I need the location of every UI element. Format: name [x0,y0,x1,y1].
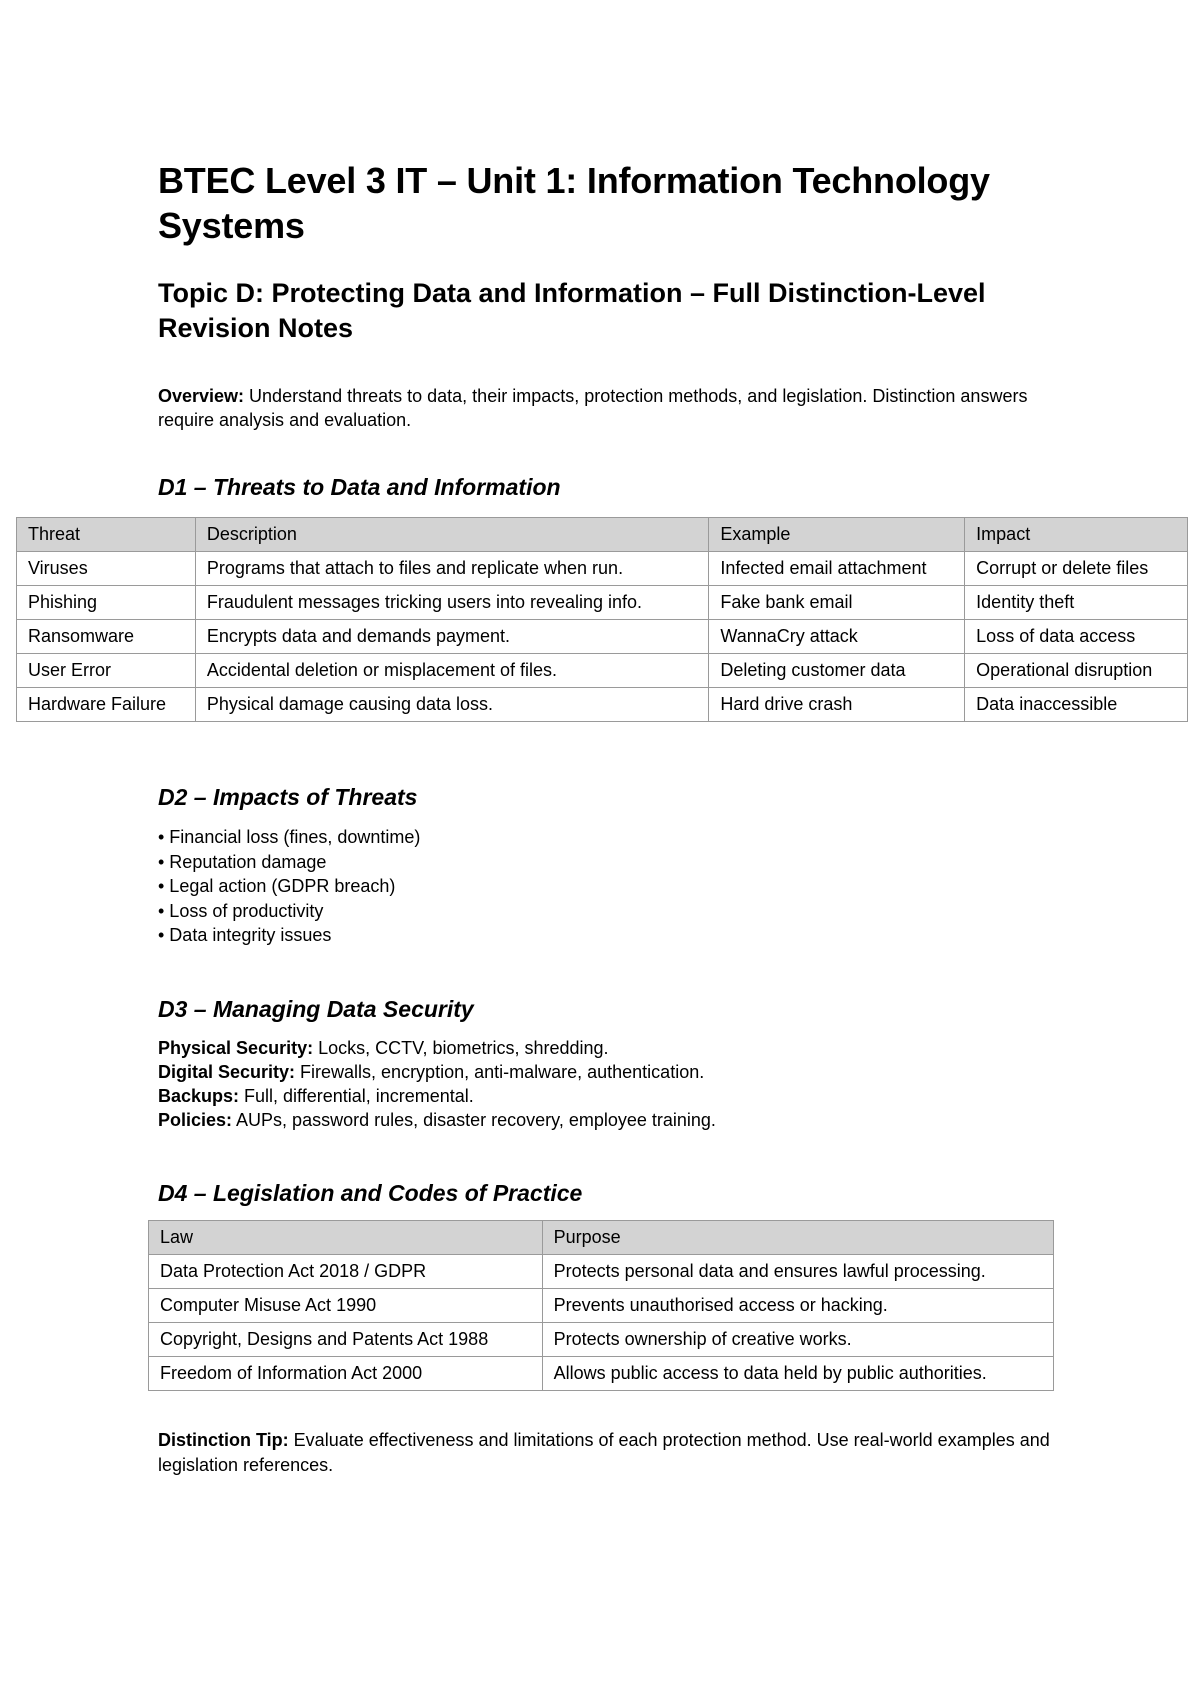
table-cell: Protects personal data and ensures lawful processing. [542,1255,1053,1289]
table-cell: Operational disruption [965,654,1188,688]
table-cell: Computer Misuse Act 1990 [149,1289,543,1323]
item-label: Digital Security: [158,1062,296,1082]
column-header: Threat [17,518,196,552]
table-cell: WannaCry attack [709,620,965,654]
table-cell: Physical damage causing data loss. [195,688,709,722]
table-cell: Infected email attachment [709,552,965,586]
overview-label: Overview: [158,386,245,406]
table-row [149,1357,1054,1391]
overview-paragraph [158,384,1058,432]
column-header: Description [195,518,709,552]
column-header: Purpose [542,1221,1053,1255]
table-cell: Fraudulent messages tricking users into revealing info. [195,586,709,620]
page-title: BTEC Level 3 IT – Unit 1: Information Technology Systems [158,160,990,246]
overview-text: Understand threats to data, their impacts, protection methods, and legislation. Distinction answers require analysis and evaluation. [158,386,1028,430]
security-measures [158,1036,716,1132]
table-row [17,654,1188,688]
table-row [149,1323,1054,1357]
d4-heading: D4 – Legislation and Codes of Practice [158,1180,583,1206]
table-cell: Accidental deletion or misplacement of files. [195,654,709,688]
page-subtitle: Topic D: Protecting Data and Information – Full Distinction-Level Revision Notes [158,278,986,343]
table-cell: Deleting customer data [709,654,965,688]
table-cell: Prevents unauthorised access or hacking. [542,1289,1053,1323]
threats-table [16,517,1188,722]
item-text: Firewalls, encryption, anti-malware, authentication. [295,1062,705,1082]
item-text: AUPs, password rules, disaster recovery, employee training. [232,1110,716,1130]
column-header: Impact [965,518,1188,552]
d2-heading: D2 – Impacts of Threats [158,784,418,810]
item-label: Policies: [158,1110,233,1130]
table-row [17,688,1188,722]
d3-heading: D3 – Managing Data Security [158,996,474,1022]
table-cell: Ransomware [17,620,196,654]
table-cell: Viruses [17,552,196,586]
table-row [17,620,1188,654]
impacts-list [158,825,420,948]
column-header: Law [149,1221,543,1255]
table-cell: Phishing [17,586,196,620]
item-label: Backups: [158,1086,240,1106]
table-cell: Programs that attach to files and replicate when run. [195,552,709,586]
table-cell: Freedom of Information Act 2000 [149,1357,543,1391]
d1-heading: D1 – Threats to Data and Information [158,474,561,500]
item-text: Locks, CCTV, biometrics, shredding. [313,1038,609,1058]
table-cell: Corrupt or delete files [965,552,1188,586]
distinction-tip [158,1428,1058,1478]
table-cell: Hard drive crash [709,688,965,722]
list-item: • Legal action (GDPR breach) [158,876,396,896]
list-item: • Financial loss (fines, downtime) [158,827,421,847]
table-cell: Loss of data access [965,620,1188,654]
item-label: Physical Security: [158,1038,314,1058]
table-cell: Allows public access to data held by public authorities. [542,1357,1053,1391]
security-item-physical [158,1036,716,1060]
security-item-policies [158,1108,716,1132]
column-header: Example [709,518,965,552]
list-item: • Data integrity issues [158,925,332,945]
table-cell: Copyright, Designs and Patents Act 1988 [149,1323,543,1357]
list-item: • Reputation damage [158,851,327,872]
table-cell: Hardware Failure [17,688,196,722]
table-cell: Encrypts data and demands payment. [195,620,709,654]
table-cell: Data inaccessible [965,688,1188,722]
table-cell: User Error [17,654,196,688]
list-item: • Loss of productivity [158,900,324,921]
table-cell: Data Protection Act 2018 / GDPR [149,1255,543,1289]
security-item-digital [158,1060,716,1084]
table-cell: Identity theft [965,586,1188,620]
table-row [17,586,1188,620]
table-row [149,1289,1054,1323]
item-text: Full, differential, incremental. [239,1086,474,1106]
table-header-row [149,1221,1054,1255]
table-header-row [17,518,1188,552]
table-row [17,552,1188,586]
legislation-table [148,1220,1054,1391]
table-row [149,1255,1054,1289]
tip-label: Distinction Tip: [158,1430,289,1450]
table-cell: Protects ownership of creative works. [542,1323,1053,1357]
document-header [158,158,1058,432]
security-item-backups [158,1084,716,1108]
tip-text: Evaluate effectiveness and limitations of each protection method. Use real-world examples and legislation references. [158,1430,1050,1475]
table-cell: Fake bank email [709,586,965,620]
